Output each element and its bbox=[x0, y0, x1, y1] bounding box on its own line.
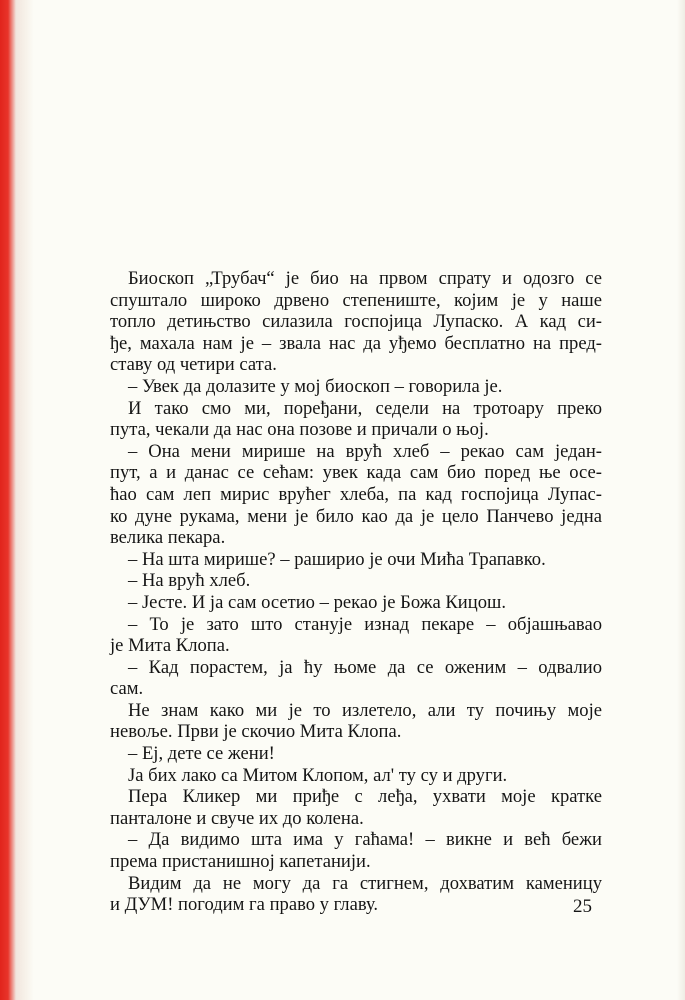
text-line: невоље. Први је скочио Мита Клопа. bbox=[110, 721, 402, 743]
text-line: велика пекара. bbox=[110, 527, 226, 549]
text-line: – Она мени мирише на врућ хлеб – рекао сам један- bbox=[128, 440, 602, 462]
text-line: панталоне и свуче их до колена. bbox=[110, 807, 364, 829]
text-line: – На врућ хлеб. bbox=[128, 570, 251, 592]
text-line: – Кад порастем, ја ћу њоме да се оженим – одвалио bbox=[128, 656, 602, 678]
text-line: – На шта мирише? – раширио је очи Мића Трапавко. bbox=[128, 548, 546, 570]
text-line: и ДУМ! погодим га право у главу. bbox=[110, 894, 379, 916]
text-line: је Мита Клопа. bbox=[110, 635, 230, 657]
text-line: И тако смо ми, поређани, седели на тротоару преко bbox=[128, 397, 602, 419]
text-line: сам. bbox=[110, 678, 144, 700]
page-left-edge bbox=[0, 0, 34, 1000]
text-line: Видим да не могу да га стигнем, дохватим каменицу bbox=[128, 872, 602, 894]
text-line: Пера Кликер ми приђе с леђа, ухвати моје кратке bbox=[128, 786, 602, 808]
text-line: топло детињство силазила госпојица Лупаско. А кад си- bbox=[110, 311, 602, 333]
text-line: пута, чекали да нас она позове и причали о њој. bbox=[110, 419, 489, 441]
text-line: ђе, махала нам је – звала нас да уђемо бесплатно на пред- bbox=[110, 332, 602, 354]
text-line: ћао сам леп мирис врућег хлеба, па кад госпојица Лупас- bbox=[110, 483, 602, 505]
text-line: ко дуне рукама, мени је било као да је цело Панчево једна bbox=[110, 505, 602, 527]
text-line: Биоскоп „Трубач“ је био на првом спрату и одозго се bbox=[128, 268, 602, 289]
text-line: – То је зато што станује изнад пекаре – објашњавао bbox=[128, 613, 602, 635]
text-line: према пристанишној капетанији. bbox=[110, 851, 371, 873]
body-text bbox=[110, 268, 602, 916]
text-line: Ја бих лако са Митом Клопом, ал' ту су и други. bbox=[128, 764, 508, 786]
page-number: 25 bbox=[573, 896, 592, 917]
text-line: спуштало широко дрвено степениште, којим је у наше bbox=[110, 289, 602, 311]
text-line: – Еј, дете се жени! bbox=[128, 743, 275, 765]
text-line: – Увек да долазите у мој биоскоп – говорила је. bbox=[128, 375, 503, 397]
page-right-edge bbox=[677, 0, 685, 1000]
text-line: – Јесте. И ја сам осетио – рекао је Божа Кицош. bbox=[128, 591, 506, 613]
text-line: – Да видимо шта има у гаћама! – викне и већ бежи bbox=[128, 829, 602, 851]
text-line: Не знам како ми је то излетело, али ту почињу моје bbox=[128, 699, 602, 721]
text-line: пут, а и данас се сећам: увек када сам био поред ње осе- bbox=[110, 462, 602, 484]
text-line: ставу од четири сата. bbox=[110, 354, 277, 376]
